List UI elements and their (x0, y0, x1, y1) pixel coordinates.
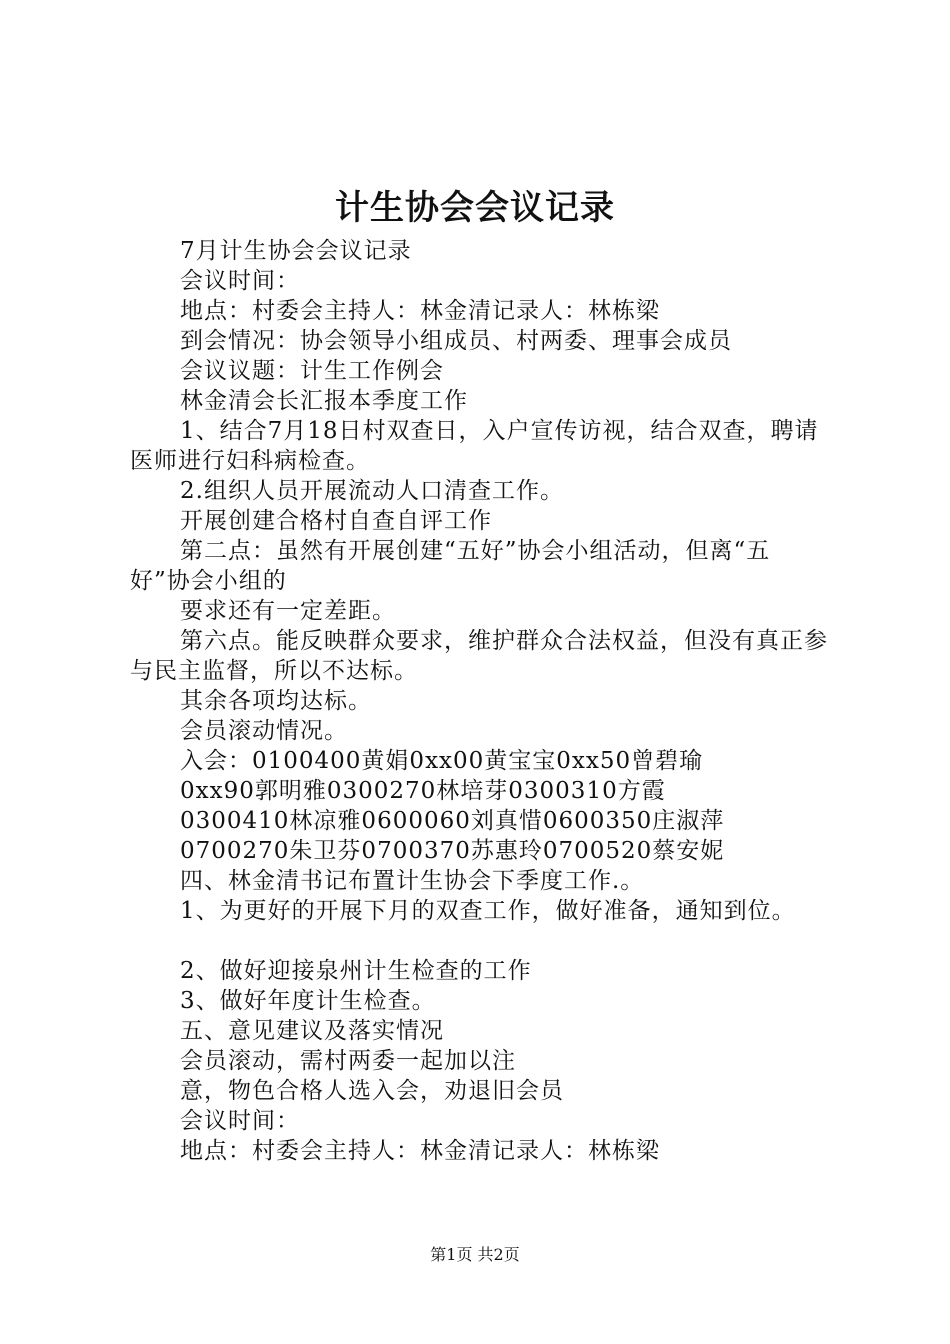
paragraph: 林金清会长汇报本季度工作 (180, 388, 468, 414)
paragraph: 0300410林凉雅0600060刘真惜0600350庄淑萍 (180, 808, 725, 834)
paragraph: 3、做好年度计生检查。 (180, 988, 436, 1014)
paragraph: 2、做好迎接泉州计生检查的工作 (180, 958, 532, 984)
paragraph: 第六点。能反映群众要求，维护群众合法权益，但没有真正参与民主监督，所以不达标。 (130, 628, 828, 684)
paragraph: 四、林金清书记布置计生协会下季度工作.。 (180, 868, 645, 894)
paragraph: 0xx90郭明雅0300270林培芽0300310方霞 (180, 778, 666, 804)
paragraph: 第二点：虽然有开展创建“五好”协会小组活动，但离“五好”协会小组的 (130, 538, 771, 594)
paragraph: 到会情况：协会领导小组成员、村两委、理事会成员 (180, 328, 732, 354)
paragraph (130, 926, 830, 956)
paragraph: 意，物色合格人选入会，劝退旧会员 (180, 1078, 564, 1104)
paragraph: 要求还有一定差距。 (180, 598, 396, 624)
paragraph: 会员滚动情况。 (180, 718, 348, 744)
paragraph: 2.组织人员开展流动人口清查工作。 (180, 478, 564, 504)
paragraph: 会议时间： (180, 268, 300, 294)
paragraph: 五、意见建议及落实情况 (180, 1018, 444, 1044)
paragraph: 开展创建合格村自查自评工作 (180, 508, 492, 534)
paragraph: 入会：0100400黄娟0xx00黄宝宝0xx50曾碧瑜 (180, 748, 704, 774)
paragraph: 7月计生协会会议记录 (180, 238, 412, 264)
paragraph: 地点：村委会主持人：林金清记录人：林栋梁 (180, 1138, 660, 1164)
paragraph: 其余各项均达标。 (180, 688, 372, 714)
paragraph: 会议议题：计生工作例会 (180, 358, 444, 384)
paragraph: 1、为更好的开展下月的双查工作，做好准备，通知到位。 (180, 898, 796, 924)
paragraph: 会员滚动，需村两委一起加以注 (180, 1048, 516, 1074)
paragraph: 会议时间： (180, 1108, 300, 1134)
paragraph: 地点：村委会主持人：林金清记录人：林栋梁 (180, 298, 660, 324)
paragraph: 1、结合7月18日村双查日，入户宣传访视，结合双查，聘请医师进行妇科病检查。 (130, 418, 819, 474)
document-body (130, 236, 830, 1166)
paragraph: 0700270朱卫芬0700370苏惠玲0700520蔡安妮 (180, 838, 725, 864)
document-title: 计生协会会议记录 (335, 188, 615, 228)
page-footer: 第1页 共2页 (430, 1245, 520, 1264)
